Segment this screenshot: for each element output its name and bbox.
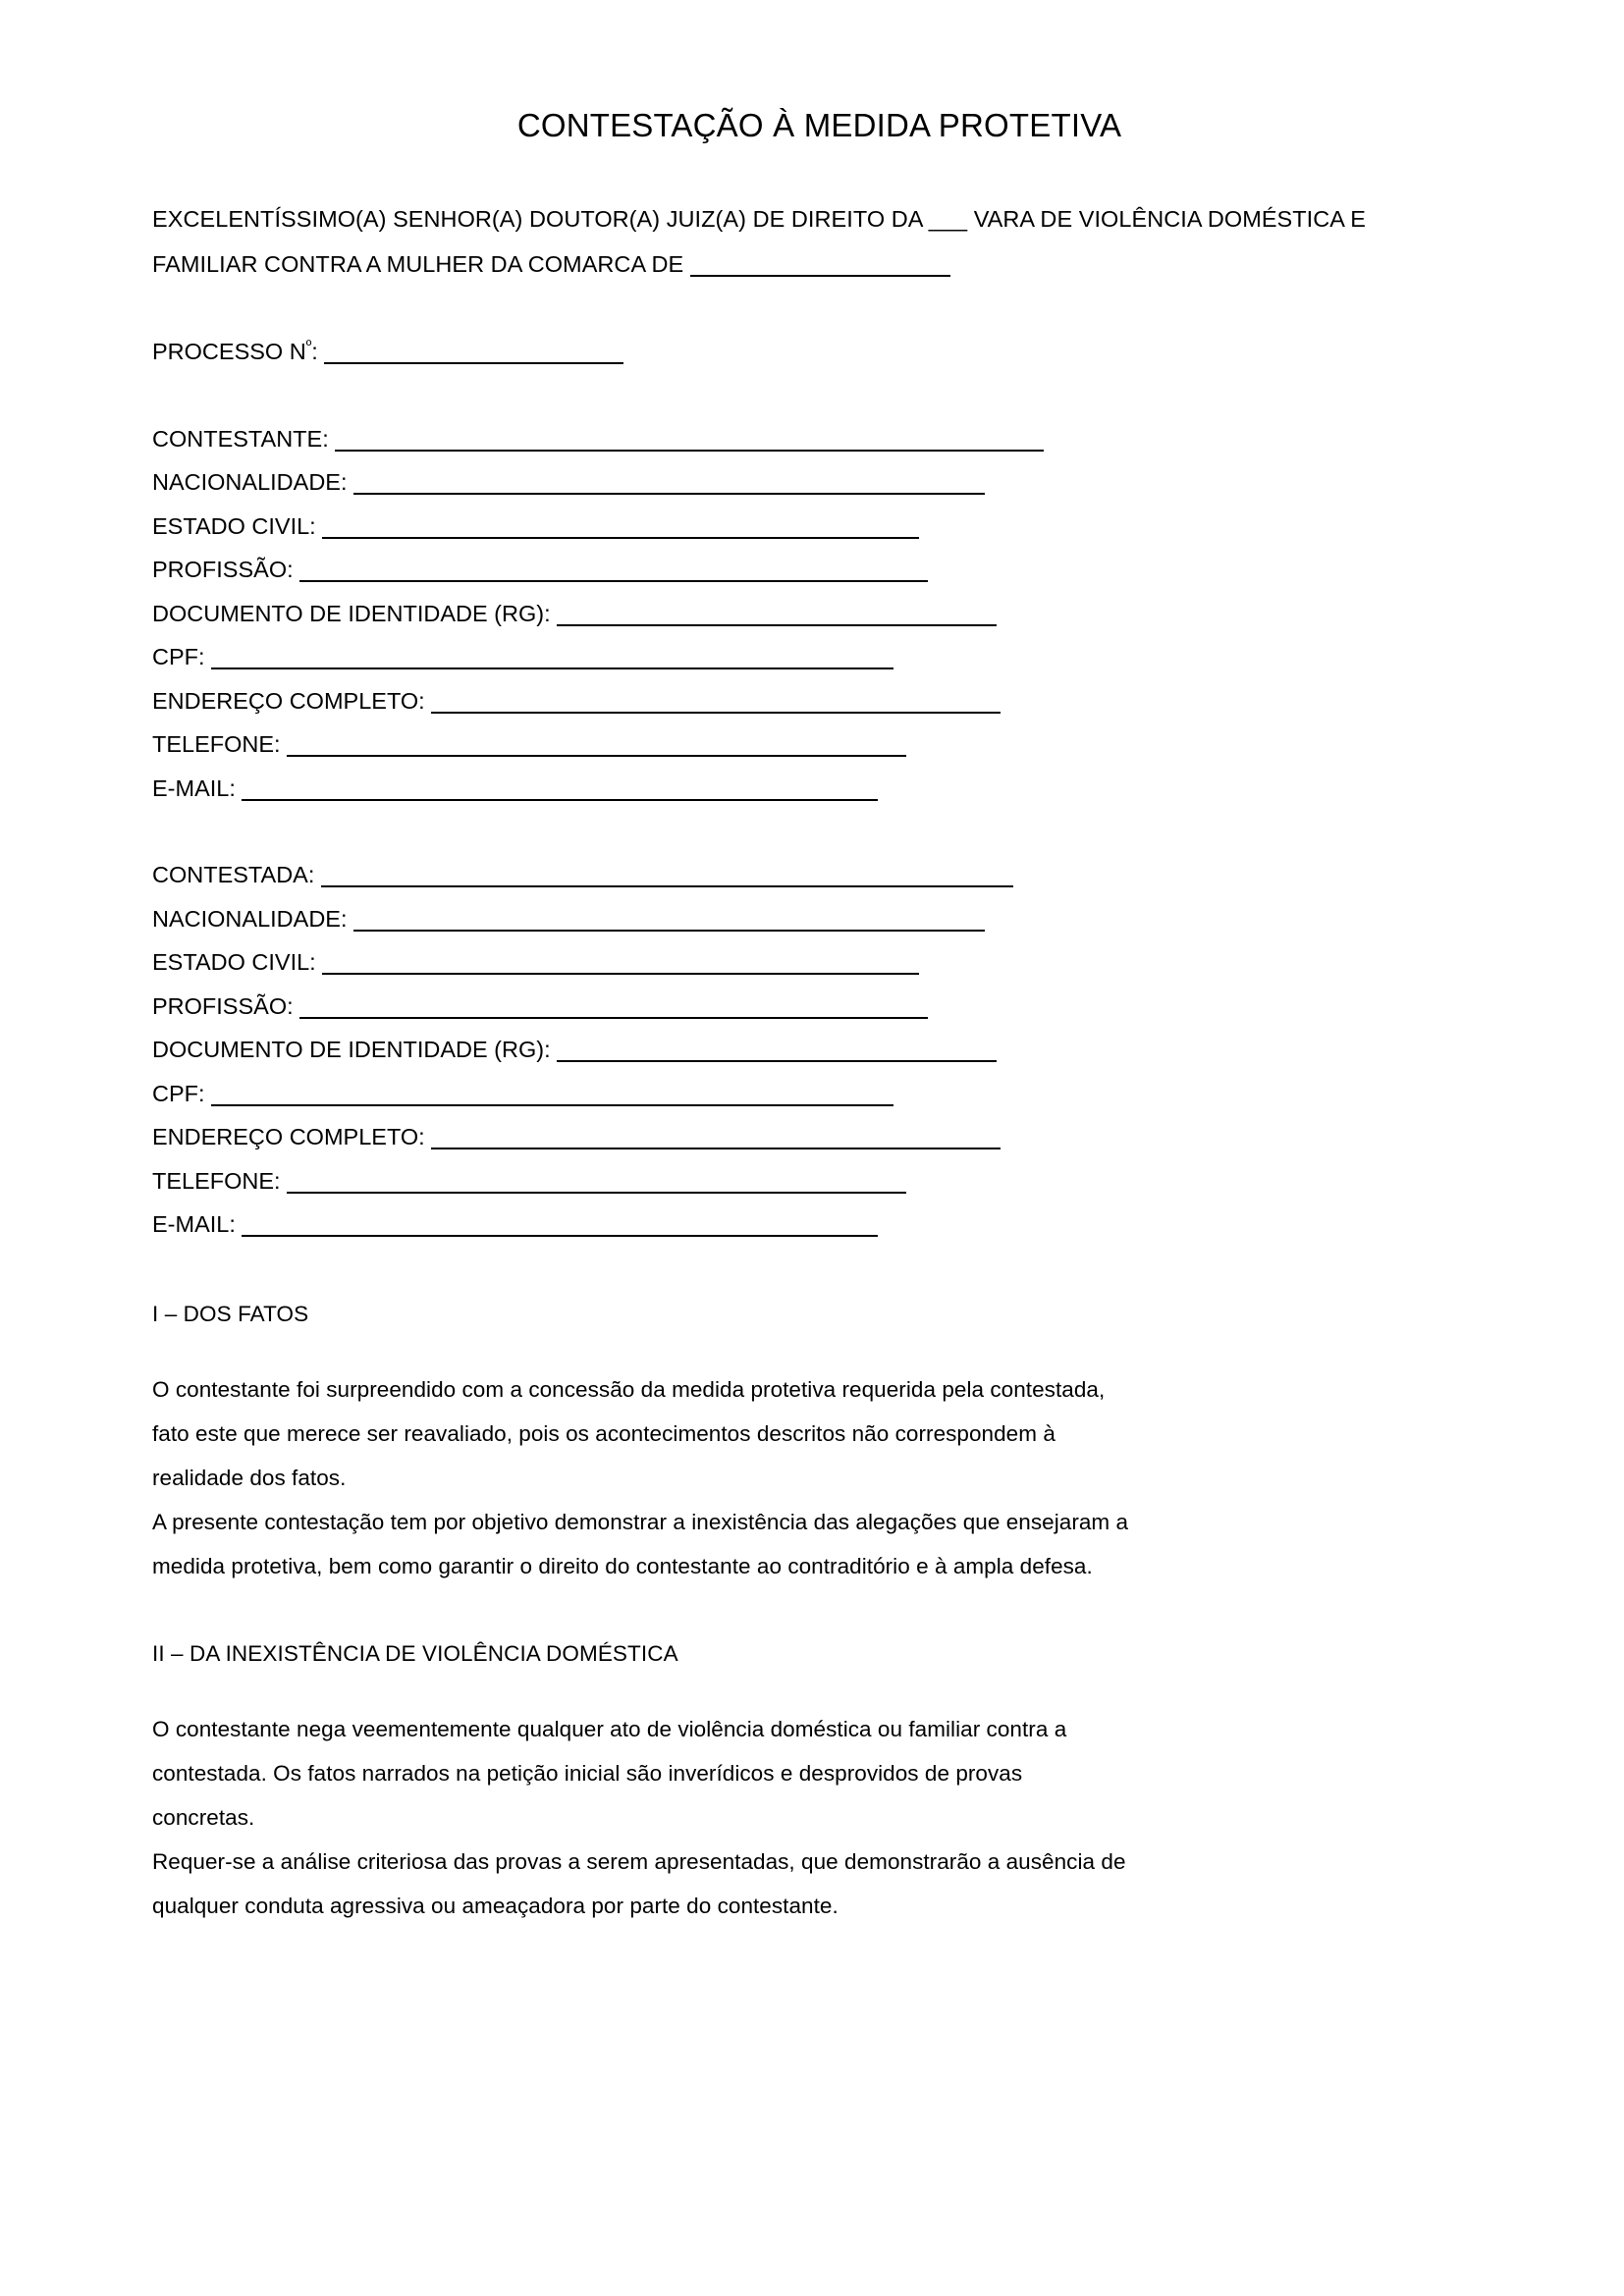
field-spacer	[205, 644, 212, 669]
field-label: CPF:	[152, 1080, 205, 1106]
field-blank-rule[interactable]	[557, 1060, 997, 1062]
body-line: fato este que merece ser reavaliado, pois os acontecimentos descritos não correspondem à	[152, 1420, 1056, 1446]
field-row	[152, 417, 1473, 461]
field-spacer	[205, 1081, 212, 1106]
field-label: ENDEREÇO COMPLETO:	[152, 687, 425, 714]
section-heading: I – DOS FATOS	[152, 1301, 309, 1326]
field-spacer	[314, 862, 321, 887]
field-row	[152, 1159, 1473, 1203]
comarca-label: FAMILIAR CONTRA A MULHER DA COMARCA DE	[152, 250, 684, 277]
field-blank-rule[interactable]	[557, 624, 997, 626]
page-title: CONTESTAÇÃO À MEDIDA PROTETIVA	[516, 107, 1122, 143]
body-line: Requer-se a análise criteriosa das provas a serem apresentadas, que demonstrarão a ausência de	[152, 1848, 1126, 1874]
body-line: realidade dos fatos.	[152, 1465, 347, 1490]
body-line: O contestante foi surpreendido com a concessão da medida protetiva requerida pela contestada,	[152, 1376, 1106, 1402]
field-spacer	[551, 1037, 558, 1062]
field-spacer	[425, 688, 432, 714]
field-label: NACIONALIDADE:	[152, 469, 348, 496]
field-blank-rule[interactable]	[353, 930, 985, 932]
field-spacer	[348, 469, 354, 495]
field-row	[152, 897, 1473, 941]
field-spacer	[281, 731, 288, 757]
field-label: NACIONALIDADE:	[152, 905, 348, 932]
field-blank-rule[interactable]	[242, 799, 878, 801]
field-spacer	[294, 993, 300, 1019]
body-line: concretas.	[152, 1804, 255, 1830]
processo-blank-rule[interactable]	[324, 362, 623, 364]
field-blank-rule[interactable]	[322, 537, 919, 539]
body-paragraph	[152, 1840, 1473, 1928]
field-row	[152, 722, 1473, 767]
body-paragraph	[152, 1367, 1473, 1500]
field-blank-rule[interactable]	[431, 1148, 1001, 1149]
section-heading: II – DA INEXISTÊNCIA DE VIOLÊNCIA DOMÉSTICA	[152, 1640, 678, 1666]
processo-number-row	[152, 332, 1473, 371]
field-blank-rule[interactable]	[299, 580, 928, 582]
field-row	[152, 853, 1473, 897]
field-label: PROFISSÃO:	[152, 557, 294, 583]
field-row	[152, 1028, 1473, 1072]
processo-label: PROCESSO N	[152, 338, 306, 364]
field-row	[152, 940, 1473, 985]
field-row	[152, 985, 1473, 1029]
field-blank-rule[interactable]	[321, 885, 1013, 887]
field-blank-rule[interactable]	[335, 450, 1044, 452]
ordinal-indicator-icon: º	[305, 337, 312, 354]
field-row	[152, 635, 1473, 679]
field-row	[152, 548, 1473, 592]
field-spacer	[281, 1168, 288, 1194]
body-line: contestada. Os fatos narrados na petição inicial são inverídicos e desprovidos de provas	[152, 1760, 1023, 1786]
field-label: CPF:	[152, 644, 205, 670]
field-row	[152, 505, 1473, 549]
field-label: CONTESTANTE:	[152, 425, 329, 452]
field-label: E-MAIL:	[152, 1211, 236, 1238]
field-blank-rule[interactable]	[211, 667, 893, 669]
field-blank-rule[interactable]	[242, 1235, 878, 1237]
field-row	[152, 592, 1473, 636]
comarca-blank-rule[interactable]	[690, 275, 950, 277]
body-paragraph	[152, 1500, 1473, 1588]
field-spacer	[348, 906, 354, 932]
field-label: TELEFONE:	[152, 1167, 281, 1194]
field-blank-rule[interactable]	[431, 712, 1001, 714]
court-address-line-1: EXCELENTÍSSIMO(A) SENHOR(A) DOUTOR(A) JUIZ(A) DE DIREITO DA ___ VARA DE VIOLÊNCIA DOMÉSTICA E	[152, 205, 1367, 232]
body-line: O contestante nega veementemente qualquer ato de violência doméstica ou familiar contra a	[152, 1716, 1067, 1741]
field-label: TELEFONE:	[152, 731, 281, 758]
contestada-fields-block	[152, 853, 1473, 1247]
field-spacer	[294, 557, 300, 582]
field-spacer	[236, 775, 243, 801]
field-row	[152, 1202, 1473, 1247]
field-spacer	[316, 949, 323, 975]
field-blank-rule[interactable]	[287, 755, 906, 757]
field-spacer	[329, 426, 336, 452]
field-blank-rule[interactable]	[353, 493, 985, 495]
field-blank-rule[interactable]	[299, 1017, 928, 1019]
field-label: ENDEREÇO COMPLETO:	[152, 1124, 425, 1150]
field-spacer	[316, 513, 323, 539]
processo-colon: :	[311, 338, 318, 364]
field-label: ESTADO CIVIL:	[152, 512, 316, 539]
field-label: DOCUMENTO DE IDENTIDADE (RG):	[152, 1037, 551, 1063]
field-blank-rule[interactable]	[211, 1104, 893, 1106]
court-address-line-2	[152, 241, 1473, 287]
field-blank-rule[interactable]	[322, 973, 919, 975]
field-label: ESTADO CIVIL:	[152, 949, 316, 976]
field-row	[152, 460, 1473, 505]
body-line: A presente contestação tem por objetivo demonstrar a inexistência das alegações que ensejaram a	[152, 1509, 1129, 1534]
field-row	[152, 1115, 1473, 1159]
court-address-block	[152, 196, 1473, 287]
field-spacer	[236, 1211, 243, 1237]
body-line: qualquer conduta agressiva ou ameaçadora por parte do contestante.	[152, 1893, 839, 1918]
document-content	[152, 0, 1473, 1928]
field-blank-rule[interactable]	[287, 1192, 906, 1194]
sections-container	[152, 1298, 1473, 1928]
field-row	[152, 1072, 1473, 1116]
field-label: DOCUMENTO DE IDENTIDADE (RG):	[152, 600, 551, 626]
field-spacer	[425, 1124, 432, 1149]
field-label: CONTESTADA:	[152, 862, 315, 888]
body-paragraph	[152, 1707, 1473, 1840]
field-label: E-MAIL:	[152, 774, 236, 801]
field-label: PROFISSÃO:	[152, 992, 294, 1019]
contestante-fields-block	[152, 417, 1473, 811]
field-row	[152, 679, 1473, 723]
field-spacer	[551, 601, 558, 626]
field-row	[152, 767, 1473, 811]
body-line: medida protetiva, bem como garantir o direito do contestante ao contraditório e à ampla defesa.	[152, 1553, 1093, 1578]
